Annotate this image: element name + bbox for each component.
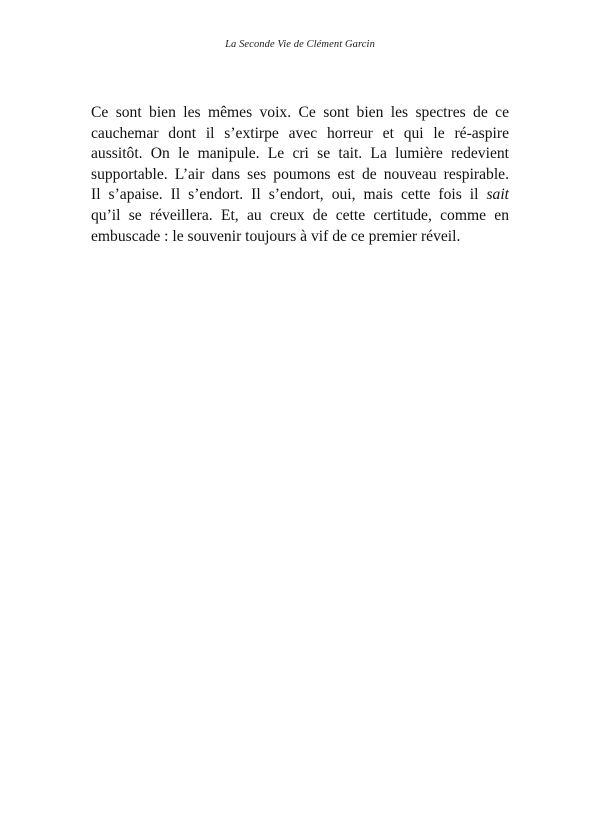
text-line-6: qu’il se réveillera. Et, au creux de cette certitude, comme en (91, 206, 509, 224)
text-line-2: cauchemar dont il s’extirpe avec horreur et qui le ré-aspire (91, 124, 509, 142)
text-line-7: embuscade : le souvenir toujours à vif de ce premier réveil. (91, 227, 461, 245)
emphasized-word: sait (486, 186, 509, 204)
text-line-1: Ce sont bien les mêmes voix. Ce sont bien les spectres de ce (91, 104, 509, 121)
text-line-4: supportable. L’air dans ses poumons est de nouveau respirable. (91, 165, 509, 183)
text-line-5 (91, 185, 509, 206)
text-line-5-start: Il s’apaise. Il s’endort. Il s’endort, oui, mais cette fois il (91, 186, 487, 204)
body-paragraph (91, 103, 509, 247)
text-line-3: aussitôt. On le manipule. Le cri se tait. La lumière redevient (91, 145, 509, 163)
running-header: La Seconde Vie de Clément Garcin (225, 39, 375, 50)
